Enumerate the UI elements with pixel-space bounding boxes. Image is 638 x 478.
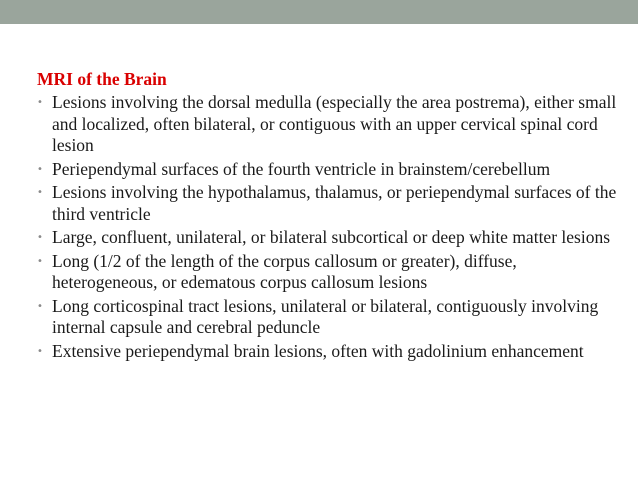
bullet-icon: • <box>37 255 43 267</box>
bullet-text: Long (1/2 of the length of the corpus callosum or greater), diffuse, heterogeneous, or edematous corpus callosum lesions <box>52 250 517 292</box>
bullet-icon: • <box>37 97 43 108</box>
bullet-item <box>37 182 617 225</box>
bullet-icon: • <box>37 300 43 312</box>
bullet-icon: • <box>37 187 43 198</box>
slide-heading: MRI of the Brain <box>37 69 167 89</box>
bullet-text: Large, confluent, unilateral, or bilateral subcortical or deep white matter lesions <box>52 227 611 247</box>
top-accent-bar <box>0 0 638 24</box>
bullet-item <box>37 341 617 363</box>
bullet-icon: • <box>37 163 43 175</box>
bullet-icon: • <box>37 345 43 357</box>
bullet-text: Long corticospinal tract lesions, unilateral or bilateral, contiguously involving internal capsule and cerebral peduncle <box>52 295 599 337</box>
bullet-text: Extensive periependymal brain lesions, often with gadolinium enhancement <box>52 340 584 361</box>
bullet-item <box>37 92 617 157</box>
bullet-icon: • <box>37 232 43 243</box>
bullet-list <box>37 92 617 362</box>
slide-content <box>37 68 617 364</box>
bullet-item <box>37 159 617 181</box>
bullet-text: Periependymal surfaces of the fourth ventricle in brainstem/cerebellum <box>52 158 551 179</box>
slide <box>0 24 638 478</box>
bullet-item <box>37 227 617 249</box>
bullet-item <box>37 251 617 294</box>
bullet-text: Lesions involving the dorsal medulla (especially the area postrema), either small and localized, often bilateral, or contiguous with an upper cervical spinal cord lesion <box>52 92 617 155</box>
bullet-item <box>37 296 617 339</box>
bullet-text: Lesions involving the hypothalamus, thalamus, or periependymal surfaces of the third ventricle <box>52 182 617 224</box>
